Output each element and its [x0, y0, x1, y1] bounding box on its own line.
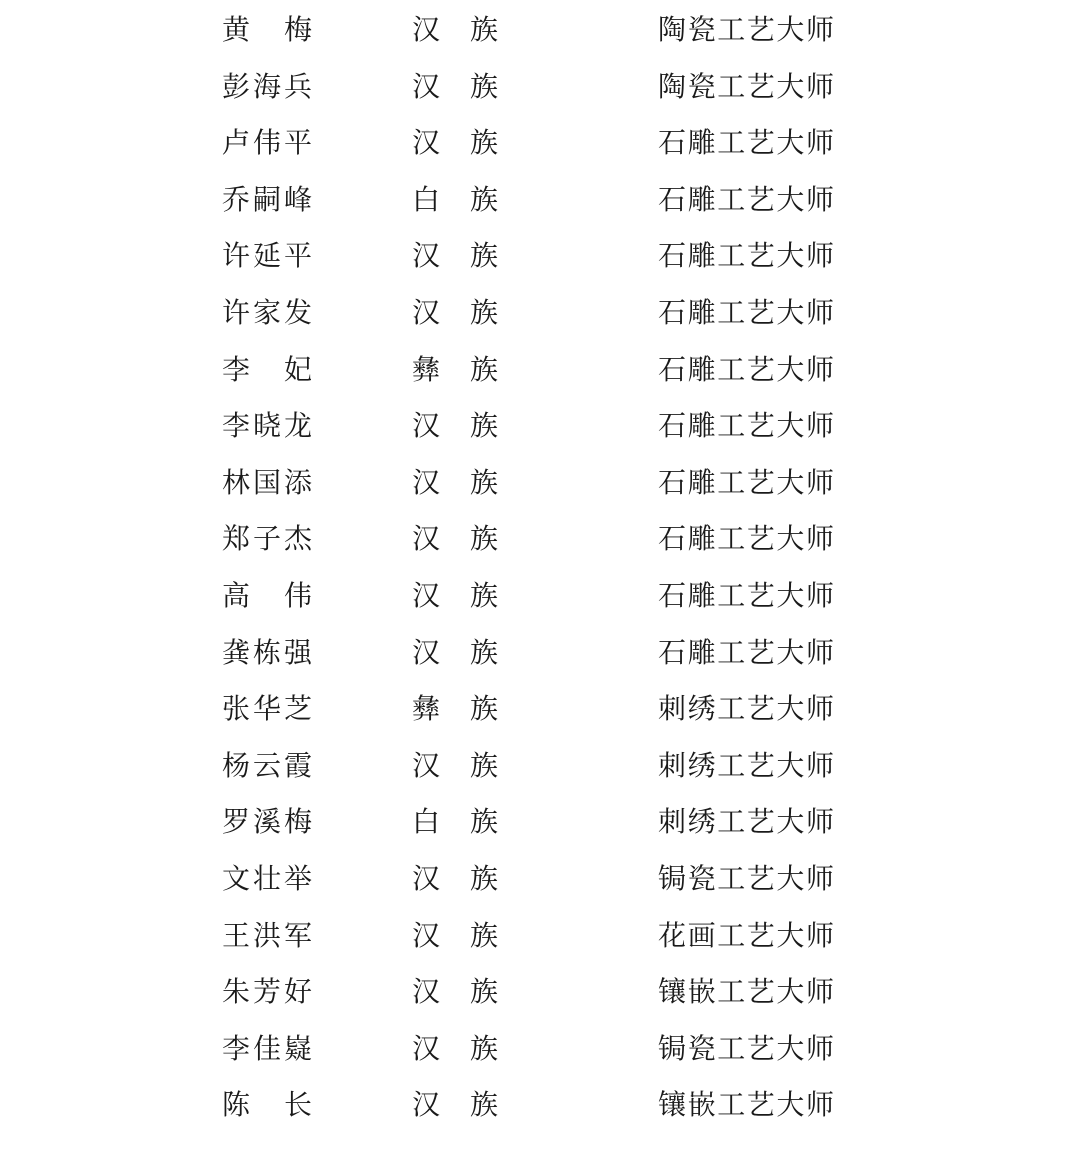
person-name: 乔 嗣 峰 [222, 182, 312, 216]
list-item [0, 115, 1080, 171]
list-item [0, 738, 1080, 794]
list-item [0, 625, 1080, 681]
person-ethnicity: 汉 族 [412, 975, 498, 1009]
person-name: 李 佳 嶷 [222, 1031, 312, 1065]
person-name: 郑 子 杰 [222, 522, 312, 556]
person-ethnicity: 汉 族 [412, 748, 498, 782]
person-title: 锔 瓷 工 艺 大 师 [658, 862, 834, 895]
person-name: 罗 溪 梅 [222, 805, 312, 839]
person-title: 石 雕 工 艺 大 师 [658, 465, 834, 499]
person-ethnicity: 汉 族 [412, 579, 498, 612]
person-name: 高 伟 [222, 579, 312, 612]
list-item [0, 794, 1080, 850]
list-item [0, 1021, 1080, 1077]
person-name: 陈 长 [222, 1088, 312, 1122]
list-item [0, 455, 1080, 511]
person-name: 林 国 添 [222, 465, 312, 499]
person-ethnicity: 汉 族 [412, 635, 498, 669]
list-item [0, 511, 1080, 567]
person-title: 石 雕 工 艺 大 师 [658, 239, 834, 273]
person-name: 李 晓 龙 [222, 409, 312, 443]
person-ethnicity: 汉 族 [412, 465, 498, 499]
person-name: 朱 芳 好 [222, 975, 312, 1009]
person-ethnicity: 汉 族 [412, 1031, 498, 1065]
list-item [0, 908, 1080, 964]
person-title: 陶 瓷 工 艺 大 师 [658, 69, 834, 103]
person-ethnicity: 汉 族 [412, 409, 498, 443]
list-item [0, 681, 1080, 737]
person-title: 刺 绣 工 艺 大 师 [658, 692, 834, 726]
person-title: 石 雕 工 艺 大 师 [658, 296, 834, 329]
person-ethnicity: 汉 族 [412, 69, 498, 103]
list-item [0, 172, 1080, 228]
person-name: 杨 云 霞 [222, 748, 312, 782]
person-title: 刺 绣 工 艺 大 师 [658, 805, 834, 839]
person-name: 文 壮 举 [222, 862, 312, 895]
person-ethnicity: 汉 族 [412, 862, 498, 895]
person-title: 石 雕 工 艺 大 师 [658, 182, 834, 216]
person-title: 石 雕 工 艺 大 师 [658, 579, 834, 612]
person-title: 镶 嵌 工 艺 大 师 [658, 975, 834, 1009]
person-title: 锔 瓷 工 艺 大 师 [658, 1031, 834, 1065]
person-title: 石 雕 工 艺 大 师 [658, 126, 834, 160]
person-name: 彭 海 兵 [222, 69, 312, 103]
person-name: 王 洪 军 [222, 918, 312, 952]
person-title: 镶 嵌 工 艺 大 师 [658, 1088, 834, 1122]
person-title: 石 雕 工 艺 大 师 [658, 352, 834, 386]
list-item [0, 851, 1080, 907]
person-ethnicity: 彝 族 [412, 352, 498, 386]
list-item [0, 285, 1080, 341]
person-ethnicity: 汉 族 [412, 13, 498, 46]
person-title: 刺 绣 工 艺 大 师 [658, 748, 834, 782]
person-title: 花 画 工 艺 大 师 [658, 918, 834, 952]
list-item [0, 59, 1080, 115]
person-ethnicity: 汉 族 [412, 918, 498, 952]
person-title: 石 雕 工 艺 大 师 [658, 635, 834, 669]
person-name: 许 延 平 [222, 239, 312, 273]
person-title: 陶 瓷 工 艺 大 师 [658, 13, 834, 46]
person-ethnicity: 白 族 [412, 805, 498, 839]
person-name: 许 家 发 [222, 296, 312, 329]
list-item [0, 398, 1080, 454]
person-ethnicity: 汉 族 [412, 522, 498, 556]
person-ethnicity: 汉 族 [412, 296, 498, 329]
person-name: 李 妃 [222, 352, 312, 386]
person-name: 张 华 芝 [222, 692, 312, 726]
person-title: 石 雕 工 艺 大 师 [658, 522, 834, 556]
person-ethnicity: 汉 族 [412, 239, 498, 273]
list-item [0, 1077, 1080, 1133]
list-item [0, 568, 1080, 624]
list-item [0, 228, 1080, 284]
person-ethnicity: 彝 族 [412, 692, 498, 726]
person-name: 卢 伟 平 [222, 126, 312, 160]
list-item [0, 342, 1080, 398]
person-name: 黄 梅 [222, 13, 312, 46]
person-name: 龚 栋 强 [222, 635, 312, 669]
list-item [0, 2, 1080, 58]
person-ethnicity: 汉 族 [412, 126, 498, 160]
person-ethnicity: 汉 族 [412, 1088, 498, 1122]
person-ethnicity: 白 族 [412, 182, 498, 216]
person-title: 石 雕 工 艺 大 师 [658, 409, 834, 443]
list-item [0, 964, 1080, 1020]
